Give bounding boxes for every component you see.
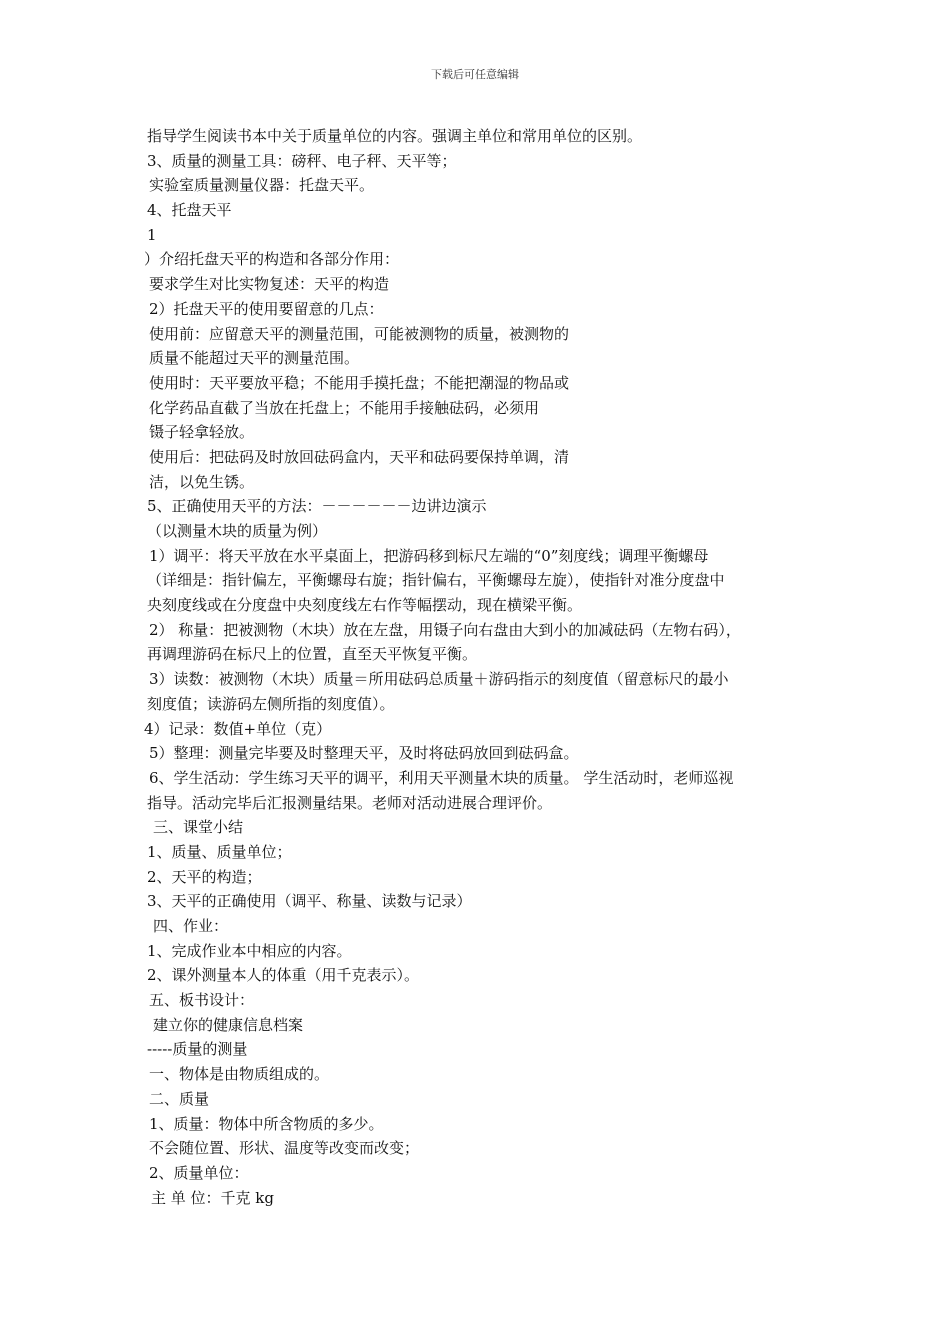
text-line: -----质量的测量	[147, 1040, 248, 1059]
document-body	[144, 124, 827, 1210]
text-line: 要求学生对比实物复述：天平的构造	[149, 275, 390, 294]
text-line: 洁，以免生锈。	[149, 472, 255, 491]
text-line: 质量不能超过天平的测量范围。	[149, 349, 360, 368]
text-line: 1、质量、质量单位；	[147, 842, 292, 861]
text-line: 二、质量	[149, 1089, 210, 1108]
text-line: 4、托盘天平	[147, 201, 232, 220]
text-line: 使用前：应留意天平的测量范围，可能被测物的质量，被测物的	[149, 324, 570, 343]
text-line: （以测量木块的质量为例）	[147, 522, 328, 540]
text-line: 使用后：把砝码及时放回砝码盒内，天平和砝码要保持单调，清	[149, 447, 570, 466]
text-line: 2、质量单位：	[149, 1163, 249, 1182]
text-line: 实验室质量测量仪器：托盘天平。	[149, 176, 375, 195]
text-line: 建立你的健康信息档案	[153, 1015, 304, 1034]
text-line: 3、质量的测量工具：磅秤、电子秤、天平等；	[147, 151, 457, 170]
text-line: 四、作业：	[153, 917, 229, 935]
text-line: ）介绍托盘天平的构造和各部分作用：	[144, 250, 400, 269]
text-line: 央刻度线或在分度盘中央刻度线左右作等幅摆动，现在横梁平衡。	[147, 596, 583, 615]
text-line: 1	[147, 225, 157, 244]
text-line: 镊子轻拿轻放。	[149, 423, 255, 442]
text-line: 5）整理：测量完毕要及时整理天平，及时将砝码放回到砝码盒。	[149, 744, 579, 763]
text-line: 1、完成作业本中相应的内容。	[147, 941, 352, 960]
text-line: 使用时：天平要放平稳；不能用手摸托盘；不能把潮湿的物品或	[149, 373, 570, 392]
text-line: 指导。活动完毕后汇报测量结果。老师对活动进展合理评价。	[147, 793, 553, 812]
text-line: 指导学生阅读书本中关于质量单位的内容。强调主单位和常用单位的区别。	[147, 127, 643, 145]
text-line: 3、天平的正确使用（调平、称量、读数与记录）	[147, 892, 472, 911]
text-line: 1）调平：将天平放在水平桌面上，把游码移到标尺左端的“0”刻度线；调理平衡螺母	[149, 546, 709, 565]
text-line: 化学药品直截了当放在托盘上；不能用手接触砝码，必须用	[149, 398, 540, 417]
text-line: 主 单 位：千克 kg	[151, 1188, 274, 1207]
text-line: 1、质量：物体中所含物质的多少。	[149, 1114, 384, 1133]
text-line: 5、正确使用天平的方法：－－－－－－边讲边演示	[147, 497, 487, 516]
text-line: 2）托盘天平的使用要留意的几点：	[149, 299, 384, 318]
text-line: （详细是：指针偏左，平衡螺母右旋；指针偏右，平衡螺母左旋），使指针对准分度盘中	[147, 571, 725, 590]
text-line: 6、学生活动：学生练习天平的调平，利用天平测量木块的质量。 学生活动时，老师巡视	[149, 768, 734, 787]
text-line: 刻度值；读游码左侧所指的刻度值）。	[147, 694, 395, 713]
text-line: 三、课堂小结	[153, 818, 244, 837]
text-line: 3）读数：被测物（木块）质量＝所用砝码总质量＋游码指示的刻度值（留意标尺的最小	[149, 670, 729, 689]
page-header: 下载后可任意编辑	[431, 68, 519, 81]
text-line: 五、板书设计：	[149, 991, 255, 1010]
text-line: 2、课外测量本人的体重（用千克表示）。	[147, 966, 420, 985]
text-line: 一、物体是由物质组成的。	[149, 1065, 330, 1084]
text-line: 2） 称量：把被测物（木块）放在左盘，用镊子向右盘由大到小的加减砝码（左物右码），	[149, 620, 741, 639]
text-line: 2、天平的构造；	[147, 867, 262, 886]
text-line: 再调理游码在标尺上的位置，直至天平恢复平衡。	[147, 645, 478, 664]
text-line: 4）记录：数值+单位（克）	[144, 719, 332, 738]
text-line: 不会随位置、形状、温度等改变而改变；	[149, 1139, 420, 1158]
